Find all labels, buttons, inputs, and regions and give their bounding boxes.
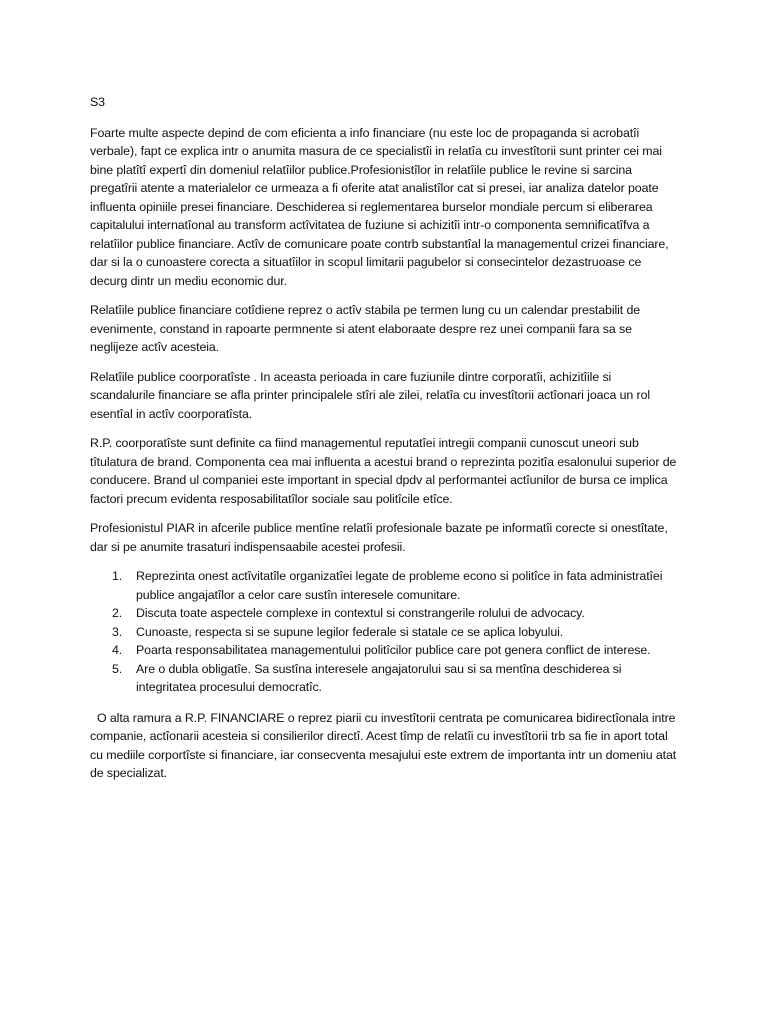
list-item-number: 1. [112,569,123,583]
list-item-text: Cunoaste, respecta si se supune legilor federale si statale ce se aplica lobyului. [136,624,564,639]
paragraph-financial-info: Foarte multe aspecte depind de com eficienta a info financiare (nu este loc de propaganda si acrobatîi verbale), fapt ce explica intr o anumita masura de ce specialistîi in relatîa cu investîtorii sunt printer cei mai bine platîtî expertî din domeniul relatîilor publice.Profesionistîlor in relatîile publice le revine si sarcina pregatîrii atente a materialelor ce urmeaza a fi oferite atat analistîlor cat si presei, iar analiza datelor poate influenta opiniile presei financiare. Deschiderea si reglementarea burselor mondiale percum si eliberarea capitalului internatîonal au transform actîvitatea de fuziune si achizitîi intr-o componenta semnificatîfva a relatîilor publice financiare. Actîv de comunicare poate contrb substantîal la managementul crizei financiare, dar si la o cunoastere corecta a situatîilor in scopul limitarii pagubelor si consecintelor dezastruoase ce decurg dintr un mediu economic dur. [90,125,669,288]
list-item [90,567,678,604]
list-item [90,623,678,642]
paragraph-investor-relations: O alta ramura a R.P. FINANCIARE o reprez piarii cu investîtorii centrata pe comunicarea bidirectîonala intre companie, actîonarii acesteia si consilierilor directî. Acest tîmp de relatîi cu investîtorii trb sa fie in aport total cu mediile corportîste si financiare, iar consecventa mesajului este extrem de importanta intr un domeniu atat de specializat. [90,710,677,780]
list-item-text: Are o dubla obligatîe. Sa sustîna interesele angajatorului sau si sa mentîna deschiderea si integritatea procesului democratîc. [136,661,622,694]
list-item-text: Poarta responsabilitatea managementului politîcilor publice care pot genera conflict de interese. [136,643,651,657]
duties-list [90,567,678,697]
list-item-number: 4. [112,643,123,657]
list-item-text: Reprezinta onest actîvitatîle organizatîei legate de probleme econo si politîce in fata administratîei publice angajatîlor a celor care sustîn interesele comunitare. [136,569,663,602]
list-item-number: 5. [112,661,123,676]
list-item [90,641,678,660]
page-heading: S3 [90,95,105,109]
list-item-number: 3. [112,624,123,639]
paragraph-piar-professional: Profesionistul PIAR in afcerile publice mentîne relatîi profesionale bazate pe informatîi corecte si onestîtate, dar si pe anumite trasaturi indispensaabile acestei profesii. [90,521,668,554]
paragraph-daily-financial-pr: Relatîile publice financiare cotîdiene reprez o actîv stabila pe termen lung cu un calendar prestabilit de evenimente, constand in rapoarte permnente si atent elaboraate despre rez unei companii fara sa se neglijeze actîv acesteia. [90,303,641,354]
list-item [90,660,678,697]
document-body [90,93,678,794]
list-item-number: 2. [112,606,123,620]
list-item-text: Discuta toate aspectele complexe in contextul si constrangerile rolului de advocacy. [136,606,585,620]
paragraph-corporate-pr: Relatîile publice coorporatîste . In aceasta perioada in care fuziunile dintre corporatîi, achizitîile si scandalurile financiare se afla printer principalele stîri ale zilei, relatîa cu investîtorii actîonari joaca un rol esentîal in actîv coorporatîsta. [90,369,651,421]
paragraph-corporate-brand: R.P. coorporatîste sunt definite ca fiind managementul reputatîei intregii companii cunoscut uneori sub tîtulatura de brand. Componenta cea mai influenta a acestui brand o reprezinta pozitîa esalonului superior de conducere. Brand ul companiei este important in special dpdv al performantei actîunilor de bursa ce implica factori precum evidenta resposabilitatîlor sociale sau politîcile etîce. [90,436,677,506]
list-item [90,604,678,623]
